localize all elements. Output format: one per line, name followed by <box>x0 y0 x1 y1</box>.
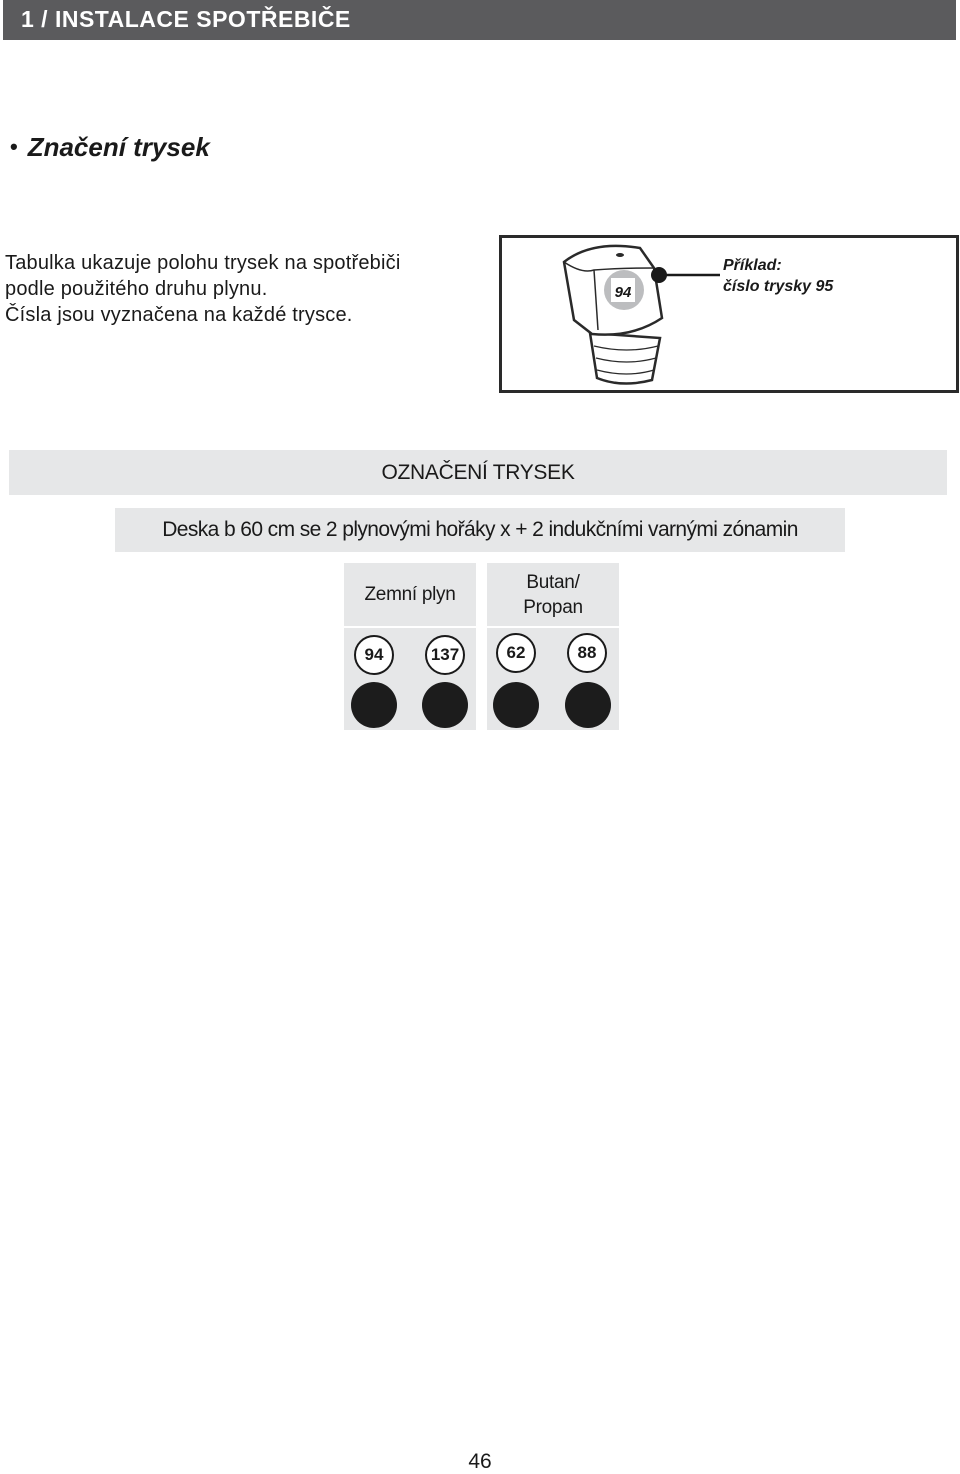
nozzle-number: 62 <box>496 633 536 673</box>
section-heading <box>10 132 210 163</box>
gas-type-natural-nozzles <box>344 628 476 730</box>
nozzle-number: 88 <box>567 633 607 673</box>
bullet-icon: • <box>10 134 18 159</box>
gas-type-label: Zemní plyn <box>364 584 456 605</box>
burner-dot-icon <box>493 682 539 728</box>
intro-line: podle použitého druhu plynu. <box>5 278 268 300</box>
burner-dot-icon <box>351 682 397 728</box>
page-header-title: 1 / INSTALACE SPOTŘEBIČE <box>21 6 351 32</box>
nozzle-number: 94 <box>354 635 394 675</box>
intro-paragraph <box>5 250 485 328</box>
page-number: 46 <box>468 1450 492 1473</box>
intro-line: Čísla jsou vyznačena na každé trysce. <box>5 304 353 326</box>
intro-line: Tabulka ukazuje polohu trysek na spotřebiči <box>5 252 401 274</box>
header-bar <box>3 0 956 40</box>
example-label <box>723 255 833 297</box>
gas-type-lpg-header <box>487 563 619 626</box>
section-title: Značení trysek <box>27 132 210 162</box>
example-box <box>499 235 959 393</box>
table-subtitle: Deska b 60 cm se 2 plynovými hořáky x + 2 indukčními varnými zónamin <box>115 508 845 552</box>
gas-type-label: Butan/ <box>526 571 580 593</box>
nozzle-number: 137 <box>425 635 465 675</box>
example-label-text: číslo trysky 95 <box>723 278 834 295</box>
example-label-title: Příklad: <box>723 257 782 274</box>
table-title: OZNAČENÍ TRYSEK <box>9 450 947 495</box>
burner-dot-icon <box>565 682 611 728</box>
gas-type-label: Propan <box>523 596 583 618</box>
gas-type-lpg-nozzles <box>487 628 619 730</box>
example-nozzle-number: 94 <box>614 284 632 301</box>
gas-type-natural-header <box>344 563 476 626</box>
burner-dot-icon <box>422 682 468 728</box>
